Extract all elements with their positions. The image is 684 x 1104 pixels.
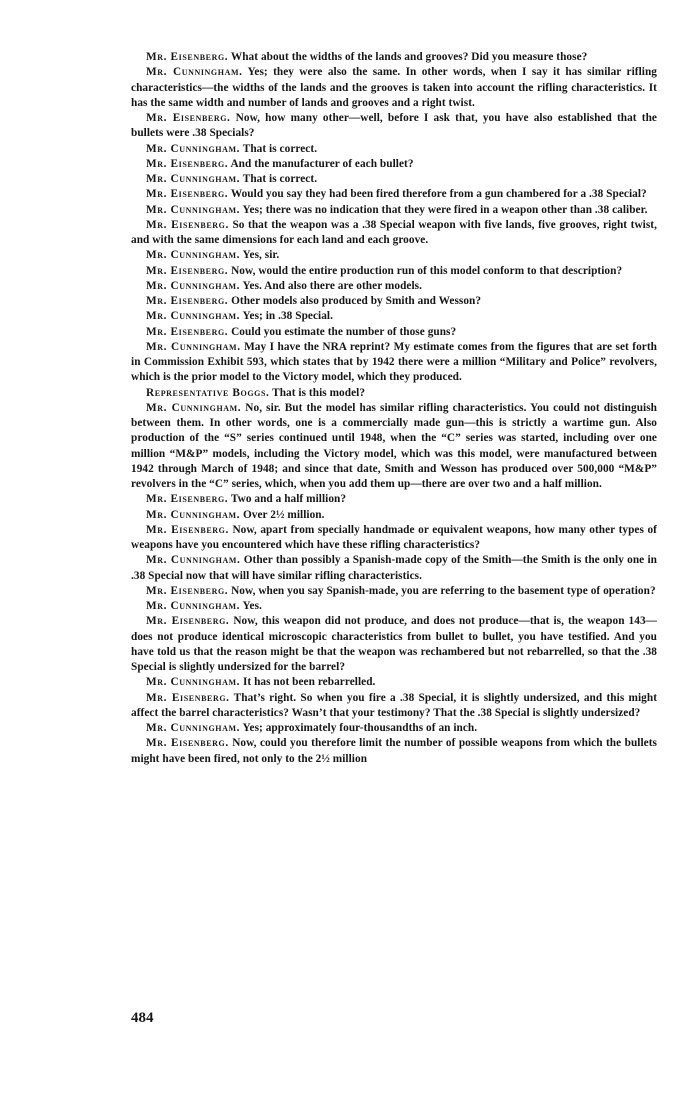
page-number: 484 [131,1010,154,1026]
testimony-text: May I have the NRA reprint? My estimate comes from the figures that are set forth in Commission Exhibit 593, which states that by 1942 there were a million “Military and Police” revolvers, which is the prior model to the Victory model, which they produced. [131,340,657,384]
speaker-name: Mr. Cunningham. [146,310,241,323]
transcript-paragraph [131,203,657,218]
transcript-paragraph [131,401,657,493]
speaker-name: Mr. Cunningham. [146,142,241,155]
transcript-paragraph [131,187,657,202]
transcript-paragraph [131,309,657,324]
transcript-paragraph [131,279,657,294]
testimony-text: What about the widths of the lands and grooves? Did you measure those? [230,51,588,63]
speaker-name: Mr. Cunningham. [146,279,241,292]
transcript-paragraph [131,691,657,722]
speaker-name: Mr. Eisenberg. [146,523,229,536]
testimony-text: Could you estimate the number of those guns? [231,325,457,338]
transcript-paragraph [131,172,657,187]
testimony-text: Now, apart from specially handmade or equivalent weapons, how many other types of weapons have you encountered which have these rifling characteristics? [131,523,657,551]
transcript-paragraph [131,675,657,690]
testimony-text: Now, this weapon did not produce, and does not produce—that is, the weapon 143—does not produce identical microscopic characteristics from bullet to bullet, you have testified. And you have told us that the reason might be that the weapon was rechambered but not rebarrelled, so that the .38 Special is slightly undersized for the barrel? [131,615,657,673]
testimony-text: Yes; there was no indication that they were fired in a weapon other than .38 caliber. [242,203,648,216]
speaker-name: Mr. Cunningham. [146,600,241,612]
transcript-paragraph [131,218,657,249]
speaker-name: Mr. Eisenberg. [146,51,229,63]
testimony-text: And the manufacturer of each bullet? [230,157,414,170]
speaker-name: Mr. Cunningham. [146,340,241,353]
speaker-name: Mr. Eisenberg. [146,218,229,231]
speaker-name: Mr. Eisenberg. [146,493,229,506]
testimony-text: Now, would the entire production run of this model conform to that description? [231,264,623,277]
testimony-text: No, sir. But the model has similar rifling characteristics. You could not distinguish between them. In other words, one is a commercially made gun—this is strictly a wartime gun. Also production of the “S” series continued until 1948, when the “C” series was started, including over one million “M&P” models, including the Victory model, which was this model, were manufactured between 1942 through March of 1948; and since that date, Smith and Wesson has produced over 500,000 “M&P” revolvers in the “C” series, which, when you add them up—there are over two and a half million. [131,401,658,490]
testimony-text: Two and a half million? [230,493,347,506]
testimony-text: Yes; they were also the same. In other words, when I say it has similar rifling characteristics—the widths of the lands and the grooves is taken into account the rifling characteristics. It has the same width and number of lands and grooves and a right twist. [131,66,657,109]
transcript-paragraph [131,523,657,554]
testimony-text: Yes; approximately four-thousandths of an inch. [242,722,478,734]
speaker-name: Mr. Eisenberg. [146,325,229,338]
transcript-paragraph [131,553,657,584]
speaker-name: Mr. Cunningham. [146,722,241,734]
speaker-name: Mr. Eisenberg. [146,615,230,628]
speaker-name: Mr. Cunningham. [146,249,241,262]
testimony-text: Yes. [242,600,262,612]
transcript-paragraph [131,492,657,507]
testimony-text: Now, how many other—well, before I ask that, you have also established that the bullets were .38 Specials? [131,112,657,140]
testimony-text: Over 2½ million. [242,508,325,521]
transcript-paragraph [131,142,657,157]
testimony-text: Now, could you therefore limit the number of possible weapons from which the bullets might have been fired, not only to the 2½ million [131,737,657,765]
transcript-paragraph [131,264,657,279]
speaker-name: Mr. Eisenberg. [146,691,230,704]
testimony-text: That’s right. So when you fire a .38 Special, it is slightly undersized, and this might affect the barrel characteristics? Wasn’t that your testimony? That the .38 Special is slightly undersized? [131,691,658,719]
speaker-name: Mr. Cunningham. [146,401,242,414]
transcript-page [131,50,657,767]
transcript-paragraph [131,386,657,401]
speaker-name: Mr. Cunningham. [146,508,241,521]
transcript-paragraph [131,65,657,111]
speaker-name: Mr. Cunningham. [146,554,241,567]
transcript-paragraph [131,325,657,340]
transcript-paragraph [131,248,657,263]
testimony-text: Would you say they had been fired therefore from a gun chambered for a .38 Special? [230,188,647,201]
transcript-paragraph [131,508,657,523]
testimony-text: That is this model? [272,386,366,399]
speaker-name: Mr. Eisenberg. [146,157,229,170]
testimony-text: Other models also produced by Smith and Wesson? [231,295,482,307]
speaker-name: Mr. Eisenberg. [146,584,229,597]
transcript-paragraph [131,111,657,142]
testimony-text: That is correct. [242,142,318,155]
speaker-name: Mr. Cunningham. [146,203,241,216]
transcript-paragraph [131,50,657,65]
transcript-paragraph [131,721,657,736]
transcript-paragraph [131,614,657,675]
speaker-name: Mr. Eisenberg. [146,264,229,277]
testimony-text: Other than possibly a Spanish-made copy of the Smith—the Smith is the only one in .38 Special now that will have similar rifling characteristics. [131,554,657,582]
transcript-paragraph [131,157,657,172]
testimony-text: Now, when you say Spanish-made, you are referring to the basement type of operation? [231,584,656,597]
speaker-name: Mr. Eisenberg. [146,737,229,750]
speaker-name: Mr. Cunningham. [146,66,243,79]
transcript-paragraph [131,584,657,599]
transcript-paragraph [131,736,657,767]
speaker-name: Mr. Eisenberg. [146,295,229,307]
testimony-text: Yes. And also there are other models. [242,279,423,292]
speaker-name: Mr. Eisenberg. [146,112,231,124]
testimony-text: So that the weapon was a .38 Special weapon with five lands, five grooves, right twist, and with the same dimensions for each land and each groove. [131,218,657,246]
transcript-paragraph [131,599,657,614]
transcript-paragraph [131,294,657,309]
speaker-name: Mr. Eisenberg. [146,188,229,201]
testimony-text: Yes, sir. [242,249,280,262]
testimony-text: It has not been rebarrelled. [242,676,376,689]
speaker-name: Representative Boggs. [146,386,270,399]
testimony-text: That is correct. [242,173,318,185]
speaker-name: Mr. Cunningham. [146,676,241,689]
speaker-name: Mr. Cunningham. [146,173,241,185]
transcript-paragraph [131,340,657,386]
testimony-text: Yes; in .38 Special. [242,310,333,323]
